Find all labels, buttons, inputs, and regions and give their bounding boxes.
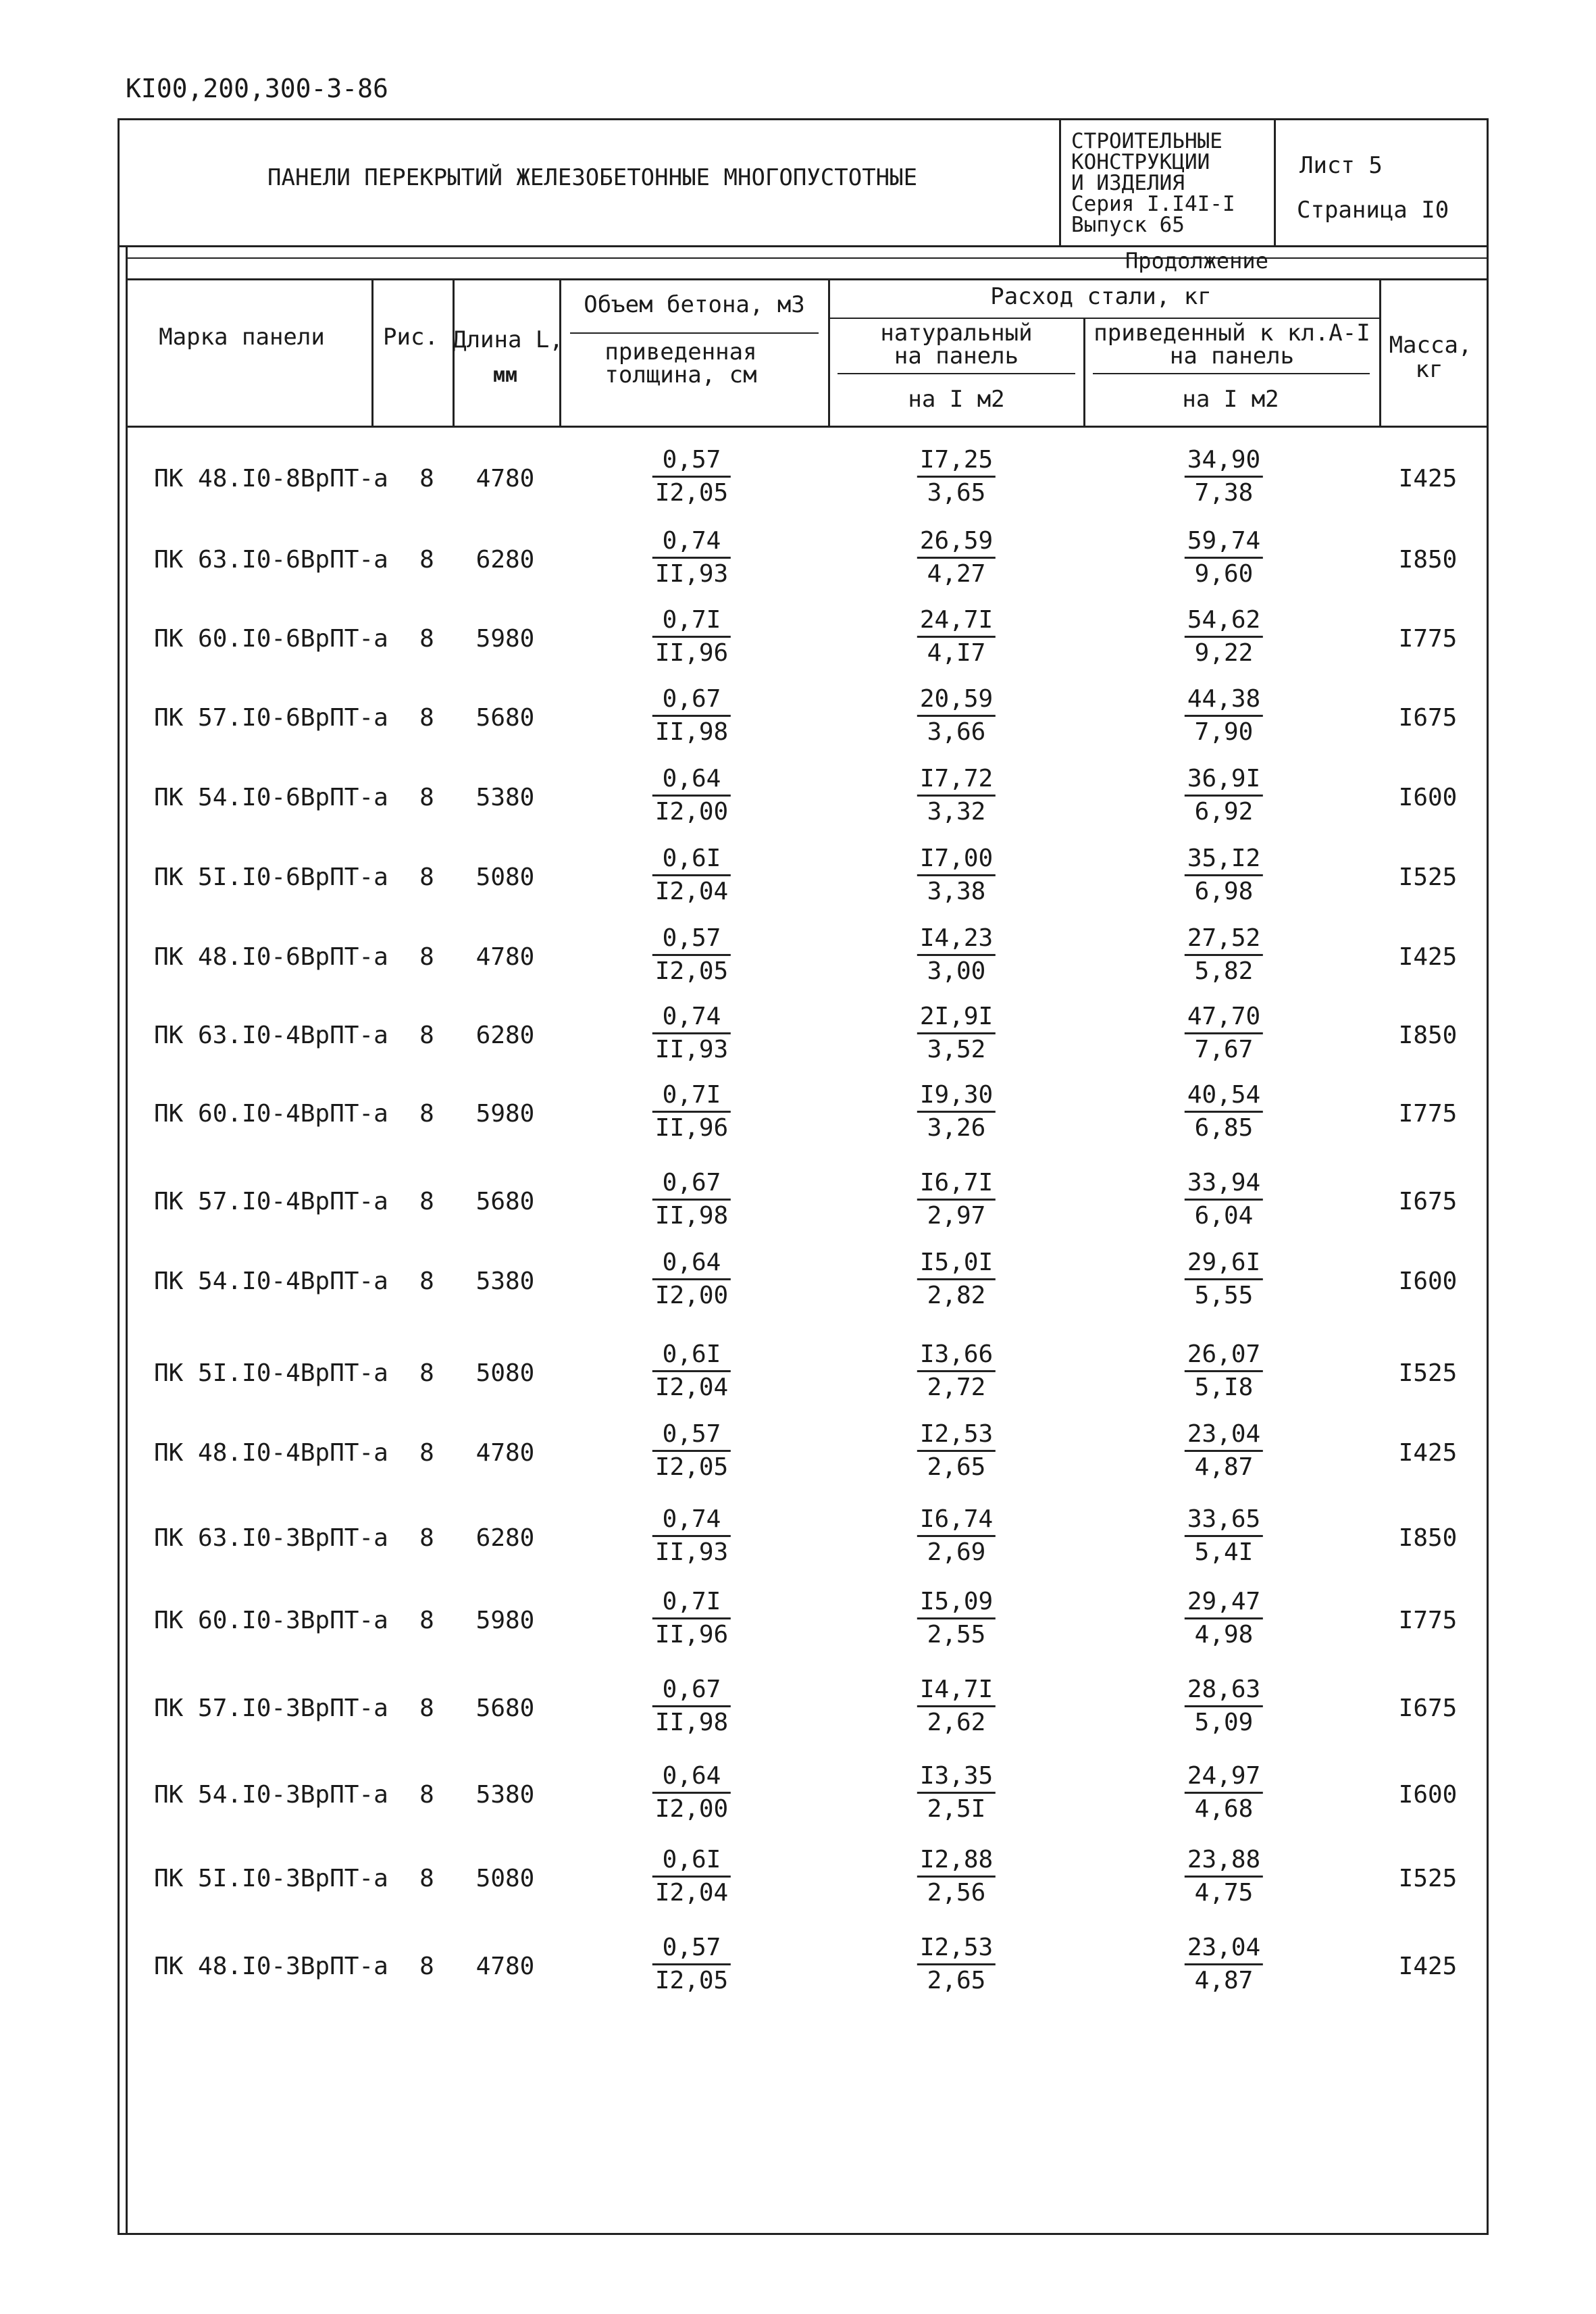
- panel-mark: ПК 60.I0-3ВрПТ-а: [154, 1607, 388, 1634]
- panel-length: 6280: [475, 546, 535, 574]
- natural-steel-per-m2: 4,27: [927, 559, 986, 588]
- reduced-steel-per-m2: 5,82: [1194, 957, 1254, 985]
- natural-steel-per-panel: I3,35: [917, 1763, 996, 1794]
- header-steel-consumption: Расход стали, кг: [990, 283, 1212, 310]
- header-reduced-1: приведенный к кл.А-I: [1093, 320, 1370, 347]
- natural-steel-per-m2: 3,32: [927, 797, 986, 826]
- reduced-thickness: I2,05: [654, 478, 729, 507]
- natural-steel-fraction: [917, 1082, 996, 1141]
- natural-steel-per-m2: 2,72: [927, 1373, 986, 1401]
- natural-steel-per-panel: I5,09: [917, 1589, 996, 1619]
- header-natural-1: натуральный: [880, 320, 1033, 347]
- reduced-steel-per-panel: 29,6I: [1185, 1250, 1263, 1280]
- header-natural-per-m2: на I м2: [908, 386, 1005, 413]
- col-divider-natural: [1083, 318, 1085, 426]
- panel-mass: I525: [1398, 863, 1458, 891]
- natural-steel-per-m2: 2,82: [927, 1281, 986, 1309]
- inner-left-line: [126, 245, 128, 2235]
- panel-mass: I600: [1398, 784, 1458, 811]
- reduced-thickness: I2,00: [654, 1281, 729, 1309]
- panel-mass: I425: [1398, 1953, 1458, 1980]
- figure-number: 8: [419, 465, 434, 493]
- natural-steel-per-m2: 2,62: [927, 1708, 986, 1736]
- reduced-steel-fraction: [1185, 1082, 1263, 1141]
- reduced-steel-per-panel: 24,97: [1185, 1763, 1263, 1794]
- panel-mark: ПК 60.I0-6ВрПТ-а: [154, 625, 388, 653]
- panel-length: 5080: [475, 863, 535, 891]
- figure-number: 8: [419, 784, 434, 811]
- reduced-steel-per-m2: 9,22: [1194, 638, 1254, 667]
- col-divider-mark: [371, 278, 374, 426]
- panel-mark: ПК 48.I0-3ВрПТ-а: [154, 1953, 388, 1980]
- concrete-fraction: [652, 686, 731, 745]
- panel-mark: ПК 57.I0-3ВрПТ-а: [154, 1694, 388, 1722]
- concrete-fraction: [652, 1250, 731, 1309]
- concrete-volume: 0,57: [652, 1935, 731, 1965]
- natural-steel-per-panel: 2I,9I: [917, 1004, 996, 1034]
- reduced-thickness: I2,00: [654, 797, 729, 826]
- concrete-volume: 0,57: [652, 926, 731, 956]
- figure-number: 8: [419, 1953, 434, 1980]
- header-mass-2: кг: [1415, 356, 1443, 383]
- reduced-thickness: II,98: [654, 718, 729, 746]
- panel-length: 5980: [475, 1607, 535, 1634]
- panel-mass: I600: [1398, 1267, 1458, 1295]
- natural-steel-per-panel: 20,59: [917, 686, 996, 717]
- figure-number: 8: [419, 1439, 434, 1467]
- reduced-fraction-line: [1093, 373, 1370, 374]
- reduced-thickness: II,96: [654, 1620, 729, 1649]
- panel-mass: I850: [1398, 1022, 1458, 1049]
- natural-steel-per-panel: I9,30: [917, 1082, 996, 1113]
- reduced-steel-per-m2: 5,I8: [1194, 1373, 1254, 1401]
- panel-mark: ПК 48.I0-4ВрПТ-а: [154, 1439, 388, 1467]
- panel-mass: I850: [1398, 546, 1458, 574]
- reduced-steel-fraction: [1185, 846, 1263, 905]
- reduced-steel-fraction: [1185, 926, 1263, 984]
- page-frame: [118, 118, 1489, 2235]
- reduced-steel-fraction: [1185, 1507, 1263, 1565]
- natural-steel-fraction: [917, 1677, 996, 1736]
- natural-steel-fraction: [917, 1935, 996, 1994]
- concrete-fraction: [652, 1004, 731, 1063]
- concrete-fraction: [652, 926, 731, 984]
- natural-steel-fraction: [917, 846, 996, 905]
- figure-number: 8: [419, 863, 434, 891]
- concrete-volume: 0,67: [652, 1170, 731, 1201]
- panel-length: 5980: [475, 625, 535, 653]
- panel-mass: I525: [1398, 1865, 1458, 1892]
- reduced-thickness: I2,04: [654, 1878, 729, 1907]
- reduced-thickness: II,96: [654, 638, 729, 667]
- header-length-1: Длина L,: [453, 326, 563, 353]
- figure-number: 8: [419, 1607, 434, 1634]
- concrete-volume: 0,67: [652, 1677, 731, 1707]
- natural-steel-fraction: [917, 686, 996, 745]
- reduced-thickness: I2,04: [654, 1373, 729, 1401]
- natural-steel-per-m2: 2,65: [927, 1966, 986, 1994]
- concrete-volume: 0,7I: [652, 607, 731, 638]
- natural-steel-fraction: [917, 766, 996, 825]
- natural-steel-per-m2: 3,38: [927, 877, 986, 905]
- reduced-thickness: I2,04: [654, 877, 729, 905]
- natural-steel-per-m2: 3,65: [927, 478, 986, 507]
- reduced-steel-per-panel: 59,74: [1185, 528, 1263, 559]
- reduced-steel-per-m2: 6,92: [1194, 797, 1254, 826]
- reduced-steel-per-m2: 4,98: [1194, 1620, 1254, 1649]
- reduced-steel-per-panel: 23,04: [1185, 1422, 1263, 1452]
- panel-length: 6280: [475, 1022, 535, 1049]
- natural-steel-fraction: [917, 1342, 996, 1401]
- panel-length: 5680: [475, 1694, 535, 1722]
- panel-mass: I600: [1398, 1781, 1458, 1809]
- panel-mark: ПК 63.I0-6ВрПТ-а: [154, 546, 388, 574]
- reduced-steel-per-panel: 40,54: [1185, 1082, 1263, 1113]
- figure-number: 8: [419, 1781, 434, 1809]
- reduced-steel-per-m2: 5,55: [1194, 1281, 1254, 1309]
- natural-steel-per-m2: 4,I7: [927, 638, 986, 667]
- panel-mark: ПК 57.I0-6ВрПТ-а: [154, 704, 388, 732]
- figure-number: 8: [419, 704, 434, 732]
- sheet-number: Лист 5: [1299, 152, 1383, 179]
- natural-steel-per-panel: I5,0I: [917, 1250, 996, 1280]
- header-length-2: мм: [492, 363, 518, 387]
- reduced-steel-per-panel: 23,88: [1185, 1847, 1263, 1878]
- reduced-steel-fraction: [1185, 1170, 1263, 1229]
- col-divider-steel: [1379, 278, 1381, 426]
- natural-steel-fraction: [917, 1170, 996, 1229]
- natural-steel-per-panel: I6,74: [917, 1507, 996, 1537]
- concrete-fraction: [652, 1507, 731, 1565]
- title-block-divider-2: [1274, 118, 1276, 245]
- table-top-line: [126, 278, 1489, 280]
- series-line-4: Серия I.I4I-I: [1071, 192, 1235, 216]
- natural-steel-per-panel: I4,7I: [917, 1677, 996, 1707]
- reduced-steel-fraction: [1185, 607, 1263, 666]
- reduced-steel-fraction: [1185, 1847, 1263, 1906]
- reduced-steel-fraction: [1185, 528, 1263, 587]
- concrete-volume: 0,57: [652, 447, 731, 478]
- natural-steel-per-m2: 3,00: [927, 957, 986, 985]
- reduced-steel-per-m2: 7,90: [1194, 718, 1254, 746]
- document-title: ПАНЕЛИ ПЕРЕКРЫТИЙ ЖЕЛЕЗОБЕТОННЫЕ МНОГОПУСТОТНЫЕ: [267, 164, 918, 191]
- panel-length: 4780: [475, 943, 535, 971]
- concrete-fraction-line: [570, 332, 819, 334]
- natural-steel-per-m2: 2,56: [927, 1878, 986, 1907]
- page-number: Страница I0: [1297, 197, 1449, 224]
- panel-length: 5980: [475, 1100, 535, 1128]
- panel-mass: I775: [1398, 625, 1458, 653]
- natural-steel-per-m2: 2,69: [927, 1538, 986, 1566]
- figure-number: 8: [419, 1267, 434, 1295]
- concrete-fraction: [652, 1342, 731, 1401]
- panel-mark: ПК 48.I0-6ВрПТ-а: [154, 943, 388, 971]
- natural-steel-fraction: [917, 607, 996, 666]
- reduced-steel-per-panel: 26,07: [1185, 1342, 1263, 1372]
- natural-steel-per-panel: 26,59: [917, 528, 996, 559]
- natural-steel-per-m2: 3,52: [927, 1035, 986, 1063]
- panel-length: 5680: [475, 1188, 535, 1215]
- steel-subheader-line: [828, 318, 1379, 319]
- header-panel-mark: Марка панели: [159, 324, 325, 351]
- reduced-steel-per-panel: 44,38: [1185, 686, 1263, 717]
- panel-mark: ПК 60.I0-4ВрПТ-а: [154, 1100, 388, 1128]
- concrete-fraction: [652, 607, 731, 666]
- series-line-2: КОНСТРУКЦИИ: [1071, 150, 1210, 174]
- panel-mark: ПК 5I.I0-6ВрПТ-а: [154, 863, 388, 891]
- panel-length: 4780: [475, 465, 535, 493]
- header-reduced-2: на панель: [1169, 343, 1295, 370]
- reduced-steel-per-m2: 7,38: [1194, 478, 1254, 507]
- panel-mark: ПК 54.I0-3ВрПТ-а: [154, 1781, 388, 1809]
- reduced-steel-per-m2: 4,87: [1194, 1453, 1254, 1481]
- figure-number: 8: [419, 1188, 434, 1215]
- series-line-1: СТРОИТЕЛЬНЫЕ: [1071, 129, 1222, 153]
- header-mass-1: Масса,: [1389, 332, 1472, 359]
- panel-mark: ПК 54.I0-4ВрПТ-а: [154, 1267, 388, 1295]
- reduced-steel-per-m2: 4,68: [1194, 1794, 1254, 1823]
- header-natural-2: на панель: [894, 343, 1019, 370]
- reduced-steel-per-m2: 6,85: [1194, 1113, 1254, 1142]
- series-line-3: И ИЗДЕЛИЯ: [1071, 171, 1185, 195]
- reduced-steel-per-m2: 9,60: [1194, 559, 1254, 588]
- panel-mass: I850: [1398, 1524, 1458, 1552]
- panel-mark: ПК 57.I0-4ВрПТ-а: [154, 1188, 388, 1215]
- reduced-steel-per-panel: 33,94: [1185, 1170, 1263, 1201]
- concrete-fraction: [652, 1422, 731, 1480]
- series-block: [1071, 131, 1235, 236]
- figure-number: 8: [419, 1524, 434, 1552]
- natural-steel-per-panel: I3,66: [917, 1342, 996, 1372]
- figure-number: 8: [419, 1865, 434, 1892]
- figure-number: 8: [419, 1359, 434, 1387]
- reduced-steel-per-panel: 47,70: [1185, 1004, 1263, 1034]
- natural-steel-per-panel: I6,7I: [917, 1170, 996, 1201]
- panel-length: 5380: [475, 1267, 535, 1295]
- continuation-line-top: [126, 257, 1489, 259]
- concrete-fraction: [652, 447, 731, 506]
- panel-length: 5080: [475, 1359, 535, 1387]
- panel-length: 6280: [475, 1524, 535, 1552]
- reduced-steel-per-panel: 33,65: [1185, 1507, 1263, 1537]
- panel-mass: I675: [1398, 704, 1458, 732]
- concrete-fraction: [652, 1763, 731, 1822]
- reduced-steel-per-m2: 5,4I: [1194, 1538, 1254, 1566]
- concrete-volume: 0,6I: [652, 1847, 731, 1878]
- panel-mark: ПК 54.I0-6ВрПТ-а: [154, 784, 388, 811]
- natural-steel-fraction: [917, 1589, 996, 1648]
- reduced-steel-fraction: [1185, 1589, 1263, 1648]
- document-code: КI00,200,300-3-86: [126, 74, 388, 103]
- panel-length: 4780: [475, 1953, 535, 1980]
- concrete-fraction: [652, 1677, 731, 1736]
- natural-steel-per-panel: I4,23: [917, 926, 996, 956]
- natural-steel-per-m2: 2,55: [927, 1620, 986, 1649]
- title-block-bottom-line: [118, 245, 1489, 247]
- natural-steel-per-m2: 3,26: [927, 1113, 986, 1142]
- reduced-steel-fraction: [1185, 1677, 1263, 1736]
- header-concrete-volume: Объем бетона, м3: [584, 291, 805, 318]
- reduced-steel-per-panel: 54,62: [1185, 607, 1263, 638]
- concrete-volume: 0,57: [652, 1422, 731, 1452]
- reduced-thickness: II,93: [654, 1035, 729, 1063]
- reduced-steel-fraction: [1185, 766, 1263, 825]
- series-line-5: Выпуск 65: [1071, 213, 1185, 237]
- natural-steel-fraction: [917, 1250, 996, 1309]
- continuation-label: Продолжение: [1125, 248, 1268, 274]
- concrete-fraction: [652, 1082, 731, 1141]
- figure-number: 8: [419, 1100, 434, 1128]
- concrete-volume: 0,74: [652, 528, 731, 559]
- natural-steel-per-panel: I7,00: [917, 846, 996, 876]
- reduced-thickness: II,98: [654, 1201, 729, 1230]
- reduced-steel-per-m2: 4,87: [1194, 1966, 1254, 1994]
- concrete-fraction: [652, 528, 731, 587]
- figure-number: 8: [419, 943, 434, 971]
- reduced-steel-fraction: [1185, 1004, 1263, 1063]
- reduced-thickness: II,98: [654, 1708, 729, 1736]
- natural-steel-per-panel: 24,7I: [917, 607, 996, 638]
- concrete-volume: 0,6I: [652, 1342, 731, 1372]
- reduced-steel-per-m2: 5,09: [1194, 1708, 1254, 1736]
- reduced-steel-fraction: [1185, 1250, 1263, 1309]
- panel-mark: ПК 63.I0-4ВрПТ-а: [154, 1022, 388, 1049]
- concrete-volume: 0,64: [652, 766, 731, 797]
- reduced-thickness: I2,05: [654, 1453, 729, 1481]
- reduced-steel-per-m2: 6,98: [1194, 877, 1254, 905]
- natural-steel-per-panel: I2,53: [917, 1935, 996, 1965]
- panel-length: 5380: [475, 1781, 535, 1809]
- natural-steel-per-panel: I2,88: [917, 1847, 996, 1878]
- natural-steel-per-m2: 2,5I: [927, 1794, 986, 1823]
- panel-length: 5080: [475, 1865, 535, 1892]
- concrete-fraction: [652, 846, 731, 905]
- figure-number: 8: [419, 625, 434, 653]
- panel-length: 5680: [475, 704, 535, 732]
- reduced-steel-fraction: [1185, 447, 1263, 506]
- natural-steel-per-panel: I7,25: [917, 447, 996, 478]
- concrete-fraction: [652, 1589, 731, 1648]
- concrete-volume: 0,6I: [652, 846, 731, 876]
- panel-mass: I675: [1398, 1694, 1458, 1722]
- reduced-steel-per-panel: 36,9I: [1185, 766, 1263, 797]
- reduced-thickness: II,96: [654, 1113, 729, 1142]
- panel-mass: I425: [1398, 943, 1458, 971]
- natural-steel-fraction: [917, 528, 996, 587]
- header-figure: Рис.: [383, 324, 438, 351]
- reduced-thickness: I2,05: [654, 957, 729, 985]
- panel-mass: I675: [1398, 1188, 1458, 1215]
- panel-mass: I775: [1398, 1607, 1458, 1634]
- header-concrete-thickness-1: приведенная: [604, 338, 757, 366]
- reduced-steel-per-panel: 27,52: [1185, 926, 1263, 956]
- reduced-steel-per-panel: 28,63: [1185, 1677, 1263, 1707]
- figure-number: 8: [419, 1022, 434, 1049]
- panel-mass: I525: [1398, 1359, 1458, 1387]
- concrete-fraction: [652, 1935, 731, 1994]
- reduced-steel-fraction: [1185, 1422, 1263, 1480]
- reduced-steel-per-panel: 35,I2: [1185, 846, 1263, 876]
- reduced-steel-fraction: [1185, 1935, 1263, 1994]
- concrete-volume: 0,74: [652, 1004, 731, 1034]
- reduced-steel-per-panel: 23,04: [1185, 1935, 1263, 1965]
- reduced-thickness: II,93: [654, 559, 729, 588]
- reduced-steel-per-m2: 4,75: [1194, 1878, 1254, 1907]
- reduced-thickness: I2,00: [654, 1794, 729, 1823]
- natural-steel-per-panel: I7,72: [917, 766, 996, 797]
- natural-steel-fraction: [917, 1763, 996, 1822]
- concrete-volume: 0,67: [652, 686, 731, 717]
- reduced-steel-fraction: [1185, 686, 1263, 745]
- figure-number: 8: [419, 1694, 434, 1722]
- natural-fraction-line: [838, 373, 1075, 374]
- concrete-volume: 0,74: [652, 1507, 731, 1537]
- natural-steel-fraction: [917, 1507, 996, 1565]
- reduced-steel-per-m2: 6,04: [1194, 1201, 1254, 1230]
- natural-steel-fraction: [917, 1422, 996, 1480]
- concrete-volume: 0,7I: [652, 1082, 731, 1113]
- figure-number: 8: [419, 546, 434, 574]
- natural-steel-fraction: [917, 1847, 996, 1906]
- panel-mark: ПК 5I.I0-4ВрПТ-а: [154, 1359, 388, 1387]
- title-block-divider-1: [1059, 118, 1061, 245]
- header-concrete-thickness-2: толщина, см: [604, 361, 757, 388]
- natural-steel-per-panel: I2,53: [917, 1422, 996, 1452]
- col-divider-concrete: [828, 278, 830, 426]
- reduced-steel-per-m2: 7,67: [1194, 1035, 1254, 1063]
- panel-mass: I775: [1398, 1100, 1458, 1128]
- concrete-volume: 0,64: [652, 1763, 731, 1794]
- panel-mark: ПК 48.I0-8ВрПТ-а: [154, 465, 388, 493]
- concrete-volume: 0,64: [652, 1250, 731, 1280]
- concrete-volume: 0,7I: [652, 1589, 731, 1619]
- reduced-steel-fraction: [1185, 1763, 1263, 1822]
- concrete-fraction: [652, 766, 731, 825]
- panel-length: 4780: [475, 1439, 535, 1467]
- reduced-steel-fraction: [1185, 1342, 1263, 1401]
- header-bottom-line: [126, 426, 1489, 428]
- concrete-fraction: [652, 1847, 731, 1906]
- panel-mass: I425: [1398, 1439, 1458, 1467]
- panel-mark: ПК 5I.I0-3ВрПТ-а: [154, 1865, 388, 1892]
- natural-steel-fraction: [917, 447, 996, 506]
- natural-steel-per-m2: 2,65: [927, 1453, 986, 1481]
- natural-steel-fraction: [917, 1004, 996, 1063]
- natural-steel-per-m2: 2,97: [927, 1201, 986, 1230]
- natural-steel-fraction: [917, 926, 996, 984]
- panel-mark: ПК 63.I0-3ВрПТ-а: [154, 1524, 388, 1552]
- reduced-thickness: I2,05: [654, 1966, 729, 1994]
- header-reduced-per-m2: на I м2: [1182, 386, 1279, 413]
- panel-mass: I425: [1398, 465, 1458, 493]
- reduced-thickness: II,93: [654, 1538, 729, 1566]
- reduced-steel-per-panel: 34,90: [1185, 447, 1263, 478]
- natural-steel-per-m2: 3,66: [927, 718, 986, 746]
- reduced-steel-per-panel: 29,47: [1185, 1589, 1263, 1619]
- concrete-fraction: [652, 1170, 731, 1229]
- panel-length: 5380: [475, 784, 535, 811]
